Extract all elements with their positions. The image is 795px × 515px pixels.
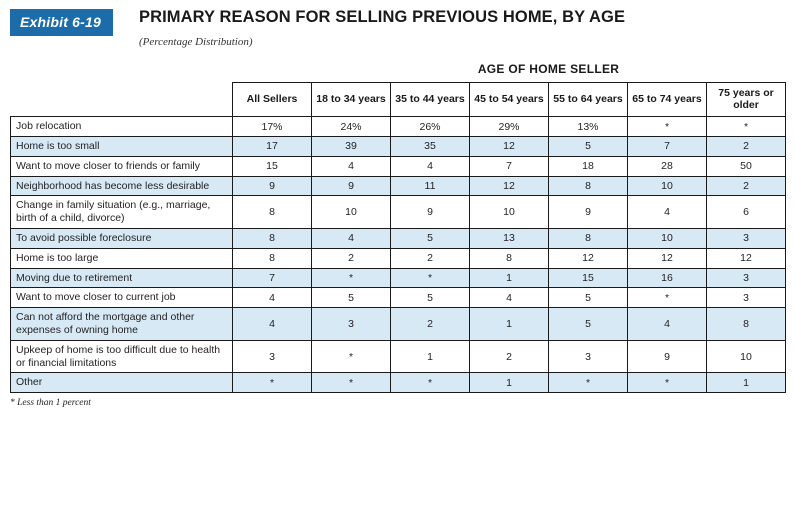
cell-18-34: * bbox=[312, 373, 391, 393]
exhibit-header bbox=[10, 8, 785, 48]
cell-75-older: 10 bbox=[707, 340, 786, 373]
cell-all-sellers: 7 bbox=[233, 268, 312, 288]
cell-all-sellers: 8 bbox=[233, 196, 312, 229]
cell-35-44: * bbox=[391, 373, 470, 393]
cell-18-34: 5 bbox=[312, 288, 391, 308]
cell-65-74: 10 bbox=[628, 228, 707, 248]
cell-45-54: 10 bbox=[470, 196, 549, 229]
cell-55-64: 8 bbox=[549, 176, 628, 196]
column-header-45-54: 45 to 54 years bbox=[470, 83, 549, 117]
cell-18-34: * bbox=[312, 340, 391, 373]
cell-45-54: 13 bbox=[470, 228, 549, 248]
group-header-age: AGE OF HOME SELLER bbox=[477, 62, 620, 77]
table-row bbox=[11, 288, 786, 308]
cell-55-64: 5 bbox=[549, 308, 628, 341]
cell-35-44: 11 bbox=[391, 176, 470, 196]
cell-75-older: 3 bbox=[707, 268, 786, 288]
cell-65-74: * bbox=[628, 117, 707, 137]
table-row bbox=[11, 268, 786, 288]
exhibit-number-badge: Exhibit 6-19 bbox=[10, 9, 113, 36]
cell-45-54: 8 bbox=[470, 248, 549, 268]
cell-all-sellers: 8 bbox=[233, 248, 312, 268]
cell-45-54: 1 bbox=[470, 373, 549, 393]
cell-55-64: * bbox=[549, 373, 628, 393]
cell-55-64: 13% bbox=[549, 117, 628, 137]
cell-18-34: 3 bbox=[312, 308, 391, 341]
cell-75-older: 6 bbox=[707, 196, 786, 229]
cell-75-older: 2 bbox=[707, 136, 786, 156]
cell-18-34: 4 bbox=[312, 228, 391, 248]
page-subtitle: (Percentage Distribution) bbox=[138, 36, 253, 49]
table-row bbox=[11, 117, 786, 137]
column-header-75-older: 75 years or older bbox=[707, 83, 786, 117]
cell-65-74: 7 bbox=[628, 136, 707, 156]
cell-18-34: 39 bbox=[312, 136, 391, 156]
cell-55-64: 3 bbox=[549, 340, 628, 373]
cell-45-54: 12 bbox=[470, 176, 549, 196]
cell-18-34: 9 bbox=[312, 176, 391, 196]
column-header-65-74: 65 to 74 years bbox=[628, 83, 707, 117]
cell-35-44: 26% bbox=[391, 117, 470, 137]
table-row bbox=[11, 156, 786, 176]
cell-35-44: 35 bbox=[391, 136, 470, 156]
cell-all-sellers: 3 bbox=[233, 340, 312, 373]
spacer-cell bbox=[11, 62, 233, 83]
cell-18-34: 2 bbox=[312, 248, 391, 268]
table-body bbox=[11, 117, 786, 393]
cell-75-older: 12 bbox=[707, 248, 786, 268]
cell-35-44: 5 bbox=[391, 288, 470, 308]
cell-55-64: 18 bbox=[549, 156, 628, 176]
page-title: PRIMARY REASON FOR SELLING PREVIOUS HOME, BY AGE bbox=[138, 8, 626, 26]
cell-55-64: 9 bbox=[549, 196, 628, 229]
table-row bbox=[11, 340, 786, 373]
table-row bbox=[11, 373, 786, 393]
table-row bbox=[11, 176, 786, 196]
cell-all-sellers: 4 bbox=[233, 308, 312, 341]
cell-75-older: 3 bbox=[707, 288, 786, 308]
title-block bbox=[127, 8, 785, 48]
row-label: Want to move closer to friends or family bbox=[11, 156, 233, 176]
cell-75-older: 50 bbox=[707, 156, 786, 176]
row-label: Home is too large bbox=[11, 248, 233, 268]
cell-18-34: 10 bbox=[312, 196, 391, 229]
data-table-wrapper bbox=[10, 62, 785, 393]
row-label: Moving due to retirement bbox=[11, 268, 233, 288]
cell-35-44: 9 bbox=[391, 196, 470, 229]
cell-75-older: * bbox=[707, 117, 786, 137]
cell-18-34: * bbox=[312, 268, 391, 288]
cell-all-sellers: * bbox=[233, 373, 312, 393]
table-row bbox=[11, 136, 786, 156]
cell-all-sellers: 4 bbox=[233, 288, 312, 308]
row-label: Want to move closer to current job bbox=[11, 288, 233, 308]
cell-35-44: 1 bbox=[391, 340, 470, 373]
table-row bbox=[11, 228, 786, 248]
cell-35-44: * bbox=[391, 268, 470, 288]
cell-55-64: 8 bbox=[549, 228, 628, 248]
cell-65-74: * bbox=[628, 373, 707, 393]
row-label: To avoid possible foreclosure bbox=[11, 228, 233, 248]
group-header-row bbox=[11, 62, 786, 83]
cell-75-older: 3 bbox=[707, 228, 786, 248]
row-label: Upkeep of home is too difficult due to health or financial limitations bbox=[11, 340, 233, 373]
row-label: Home is too small bbox=[11, 136, 233, 156]
cell-65-74: * bbox=[628, 288, 707, 308]
row-label: Job relocation bbox=[11, 117, 233, 137]
cell-65-74: 28 bbox=[628, 156, 707, 176]
data-table bbox=[10, 62, 786, 393]
cell-55-64: 5 bbox=[549, 136, 628, 156]
cell-35-44: 4 bbox=[391, 156, 470, 176]
cell-65-74: 12 bbox=[628, 248, 707, 268]
cell-65-74: 4 bbox=[628, 196, 707, 229]
column-header-row bbox=[11, 83, 786, 117]
cell-all-sellers: 8 bbox=[233, 228, 312, 248]
cell-65-74: 10 bbox=[628, 176, 707, 196]
row-label: Other bbox=[11, 373, 233, 393]
cell-55-64: 12 bbox=[549, 248, 628, 268]
cell-45-54: 12 bbox=[470, 136, 549, 156]
table-head bbox=[11, 62, 786, 117]
column-header-35-44: 35 to 44 years bbox=[391, 83, 470, 117]
cell-55-64: 15 bbox=[549, 268, 628, 288]
cell-45-54: 4 bbox=[470, 288, 549, 308]
cell-all-sellers: 9 bbox=[233, 176, 312, 196]
table-row bbox=[11, 308, 786, 341]
column-header-blank bbox=[11, 83, 233, 117]
row-label: Can not afford the mortgage and other expenses of owning home bbox=[11, 308, 233, 341]
cell-35-44: 5 bbox=[391, 228, 470, 248]
row-label: Change in family situation (e.g., marriage, birth of a child, divorce) bbox=[11, 196, 233, 229]
column-header-18-34: 18 to 34 years bbox=[312, 83, 391, 117]
cell-65-74: 4 bbox=[628, 308, 707, 341]
cell-all-sellers: 15 bbox=[233, 156, 312, 176]
cell-45-54: 7 bbox=[470, 156, 549, 176]
cell-75-older: 2 bbox=[707, 176, 786, 196]
table-row bbox=[11, 196, 786, 229]
cell-45-54: 1 bbox=[470, 308, 549, 341]
cell-45-54: 29% bbox=[470, 117, 549, 137]
footnote: * Less than 1 percent bbox=[10, 398, 91, 409]
cell-75-older: 1 bbox=[707, 373, 786, 393]
column-header-55-64: 55 to 64 years bbox=[549, 83, 628, 117]
cell-35-44: 2 bbox=[391, 248, 470, 268]
cell-75-older: 8 bbox=[707, 308, 786, 341]
cell-35-44: 2 bbox=[391, 308, 470, 341]
cell-45-54: 2 bbox=[470, 340, 549, 373]
cell-65-74: 16 bbox=[628, 268, 707, 288]
cell-18-34: 4 bbox=[312, 156, 391, 176]
cell-18-34: 24% bbox=[312, 117, 391, 137]
row-label: Neighborhood has become less desirable bbox=[11, 176, 233, 196]
cell-55-64: 5 bbox=[549, 288, 628, 308]
spacer-cell-allsellers bbox=[233, 62, 312, 83]
cell-45-54: 1 bbox=[470, 268, 549, 288]
table-row bbox=[11, 248, 786, 268]
cell-65-74: 9 bbox=[628, 340, 707, 373]
cell-all-sellers: 17% bbox=[233, 117, 312, 137]
cell-all-sellers: 17 bbox=[233, 136, 312, 156]
column-header-all-sellers: All Sellers bbox=[233, 83, 312, 117]
